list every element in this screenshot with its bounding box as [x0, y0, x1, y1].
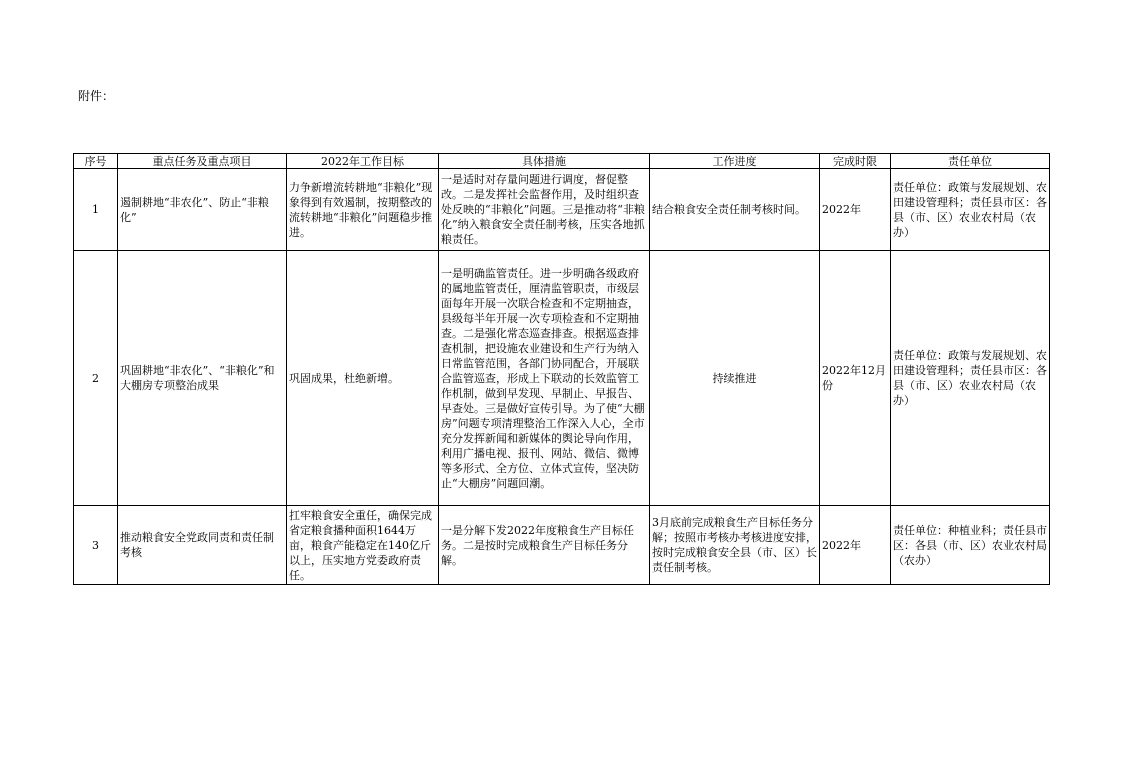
row-goal: 扛牢粮食安全重任，确保完成省定粮食播种面积1644万亩，粮食产能稳定在140亿斤以上，压实地方党委政府责任。 [287, 506, 439, 585]
row-deadline: 2022年12月份 [820, 251, 891, 506]
row-task: 遏制耕地“非农化”、防止“非粮化” [118, 169, 287, 251]
row-deadline: 2022年 [820, 169, 891, 251]
table-row [74, 506, 1050, 585]
row-measures: 一是适时对存量问题进行调度，督促整改。二是发挥社会监督作用，及时组织查处反映的“非粮化”问题。三是推动将“非粮化”纳入粮食安全责任制考核，压实各地抓粮责任。 [439, 169, 650, 251]
row-measures: 一是分解下发2022年度粮食生产目标任务。二是按时完成粮食生产目标任务分解。 [439, 506, 650, 585]
table-row [74, 251, 1050, 506]
row-task: 推动粮食安全党政同责和责任制考核 [118, 506, 287, 585]
row-unit: 责任单位：政策与发展规划、农田建设管理科；责任县市区：各县（市、区）农业农村局（农办） [891, 169, 1050, 251]
row-progress: 结合粮食安全责任制考核时间。 [650, 169, 820, 251]
header-measures: 具体措施 [439, 154, 650, 169]
row-goal: 力争新增流转耕地“非粮化”现象得到有效遏制，按期整改的流转耕地“非粮化”问题稳步推进。 [287, 169, 439, 251]
header-goal: 2022年工作目标 [287, 154, 439, 169]
row-goal: 巩固成果，杜绝新增。 [287, 251, 439, 506]
row-no: 2 [74, 251, 118, 506]
row-unit: 责任单位：政策与发展规划、农田建设管理科；责任县市区：各县（市、区）农业农村局（农办） [891, 251, 1050, 506]
header-task: 重点任务及重点项目 [118, 154, 287, 169]
header-deadline: 完成时限 [820, 154, 891, 169]
table-header-row [74, 154, 1050, 169]
header-progress: 工作进度 [650, 154, 820, 169]
task-table [73, 153, 1050, 585]
row-deadline: 2022年 [820, 506, 891, 585]
row-progress: 3月底前完成粮食生产目标任务分解；按照市考核办考核进度安排，按时完成粮食安全县（市、区）长责任制考核。 [650, 506, 820, 585]
row-unit: 责任单位：种植业科；责任县市区：各县（市、区）农业农村局（农办） [891, 506, 1050, 585]
row-measures-text: 一是明确监管责任。进一步明确各级政府的属地监管责任，厘清监管职责，市级层面每年开展一次联合检查和不定期抽查，县级每半年开展一次专项检查和不定期抽查。二是强化常态巡查排查。根据巡查排查机制，把设施农业建设和生产行为纳入日常监管范围，各部门协同配合，开展联合监管巡查，形成上下联动的长效监管工作机制，做到早发现、早制止、早报告、早查处。三是做好宣传引导。为了使“大棚房”问题专项清理整治工作深入人心，全市充分发挥新闻和新媒体的舆论导向作用，利用广播电视、报刊、网站、微信、微博等多形式、全方位、立体式宣传，坚决防止“大棚房”问题回潮。 [441, 266, 645, 490]
row-task: 巩固耕地“非农化”、“非粮化”和大棚房专项整治成果 [118, 251, 287, 506]
attachment-label: 附件： [78, 89, 115, 103]
row-progress: 持续推进 [650, 251, 820, 506]
row-no: 3 [74, 506, 118, 585]
table-row [74, 169, 1050, 251]
row-no: 1 [74, 169, 118, 251]
row-measures [439, 251, 650, 506]
header-unit: 责任单位 [891, 154, 1050, 169]
header-no: 序号 [74, 154, 118, 169]
